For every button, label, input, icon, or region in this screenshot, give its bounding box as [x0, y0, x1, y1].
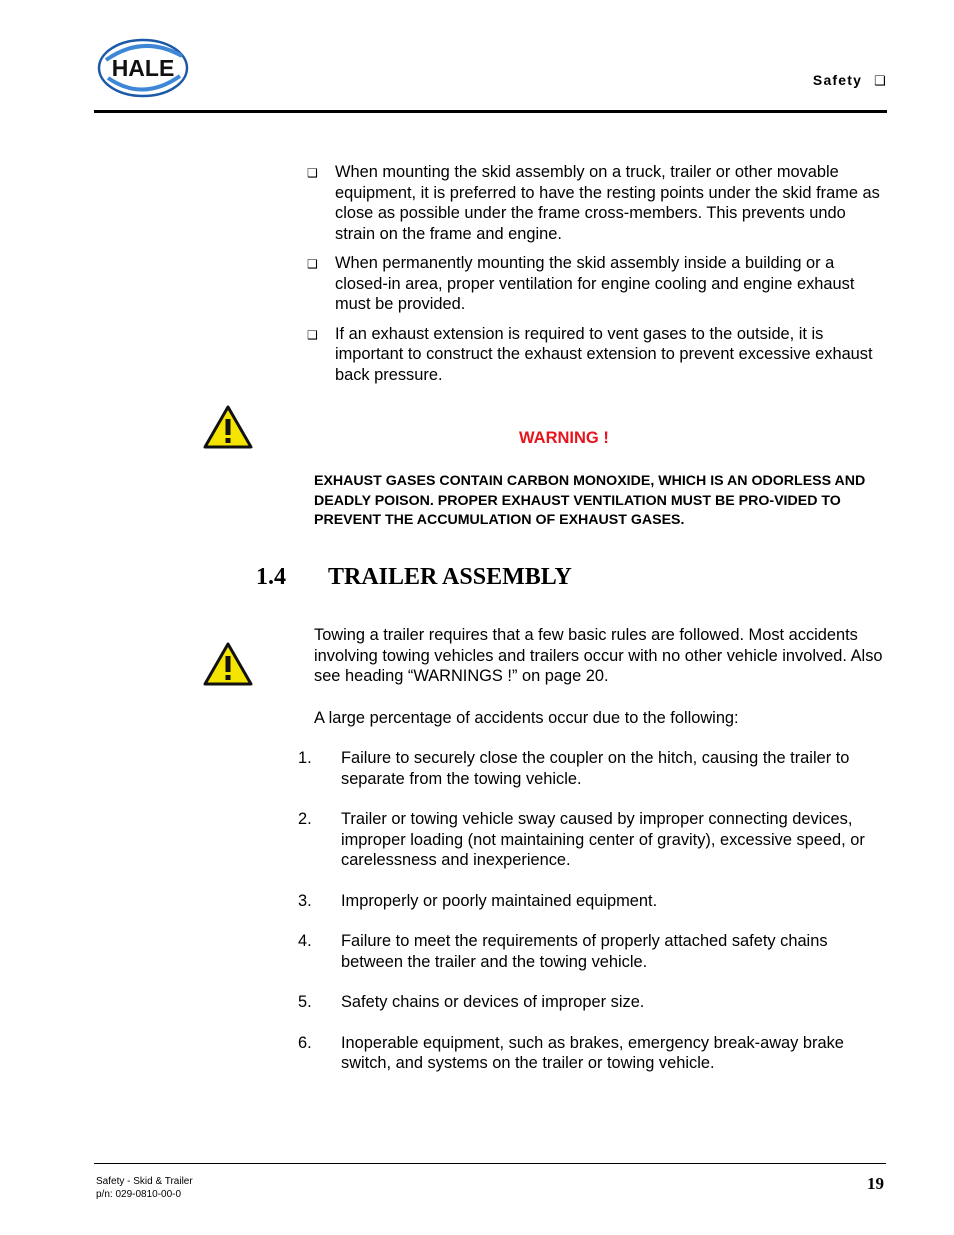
- svg-text:HALE: HALE: [111, 55, 175, 81]
- item-text: Trailer or towing vehicle sway caused by improper connecting devices, improper loading (not maintaining center of gravity), excessive speed, or carelessness and inexperience.: [341, 810, 865, 869]
- item-number: 6.: [298, 1033, 312, 1052]
- item-text: Safety chains or devices of improper size.: [341, 993, 645, 1011]
- footer-part-number: p/n: 029-0810-00-0: [96, 1188, 182, 1200]
- item-number: 4.: [298, 932, 312, 950]
- footer-info: [96, 1176, 193, 1201]
- bullet-text: If an exhaust extension is required to vent gases to the outside, it is important to construct the exhaust extension to prevent excessive exhaust back pressure.: [335, 324, 873, 384]
- item-number: 5.: [298, 993, 312, 1011]
- item-number: 3.: [298, 891, 312, 910]
- item-text: Failure to securely close the coupler on the hitch, causing the trailer to separate from the towing vehicle.: [341, 749, 850, 788]
- bullet-marker: ❑: [307, 257, 318, 271]
- item-number: 2.: [298, 810, 312, 828]
- warning-triangle-icon: [203, 642, 253, 686]
- section-intro: Towing a trailer requires that a few basic rules are followed. Most accidents involving towing vehicles and trailers occur with no other vehicle involved. Also see heading “WARNINGS !” on page 20.: [314, 626, 883, 685]
- item-number: 1.: [298, 749, 312, 767]
- section-number: 1.4: [256, 564, 286, 590]
- footer-rule: [94, 1163, 886, 1164]
- list-item: [298, 809, 888, 871]
- bullet-text: When permanently mounting the skid assembly inside a building or a closed-in area, proper ventilation for engine cooling and engine exhaust must be provided.: [335, 254, 855, 313]
- list-item: [298, 1033, 888, 1074]
- list-item: [298, 992, 888, 1013]
- running-header: [813, 72, 887, 89]
- list-item: [306, 162, 886, 244]
- section-lead: A large percentage of accidents occur due to the following:: [314, 709, 739, 727]
- running-header-title: Safety: [812, 72, 863, 88]
- page-number: 19: [867, 1174, 884, 1193]
- section-heading: [256, 564, 572, 591]
- accident-causes-list: [298, 748, 888, 1094]
- bullet-text: When mounting the skid assembly on a truck, trailer or other movable equipment, it is preferred to have the resting points under the skid frame as close as possible under the frame cross-members. This prevents undo strain on the frame and engine.: [335, 163, 880, 243]
- item-text: Inoperable equipment, such as brakes, emergency break-away brake switch, and systems on the trailer or towing vehicle.: [341, 1033, 844, 1072]
- bullet-marker: ❑: [307, 327, 318, 342]
- hale-logo: [94, 36, 190, 100]
- warning-title: WARNING !: [519, 429, 609, 447]
- warning-triangle-icon: [203, 405, 253, 449]
- item-text: Improperly or poorly maintained equipment.: [341, 891, 658, 910]
- header-rule: [94, 110, 887, 113]
- list-item: [306, 253, 886, 315]
- warning-body: EXHAUST GASES CONTAIN CARBON MONOXIDE, WHICH IS AN ODORLESS AND DEADLY POISON. PROPER EXHAUST VENTILATION MUST BE PRO-VIDED TO PREVENT THE ACCUMULATION OF EXHAUST GASES.: [314, 473, 866, 528]
- item-text: Failure to meet the requirements of properly attached safety chains between the trailer and the towing vehicle.: [341, 932, 828, 971]
- bullet-marker: ❑: [307, 166, 318, 180]
- bullet-list: [306, 162, 886, 394]
- list-item: [298, 891, 888, 912]
- list-item: [298, 748, 888, 789]
- list-item: [306, 324, 886, 386]
- list-item: [298, 931, 888, 972]
- section-title: TRAILER ASSEMBLY: [328, 564, 572, 590]
- footer-doc-title: Safety - Skid & Trailer: [96, 1176, 193, 1187]
- running-header-marker: ❑: [874, 73, 887, 88]
